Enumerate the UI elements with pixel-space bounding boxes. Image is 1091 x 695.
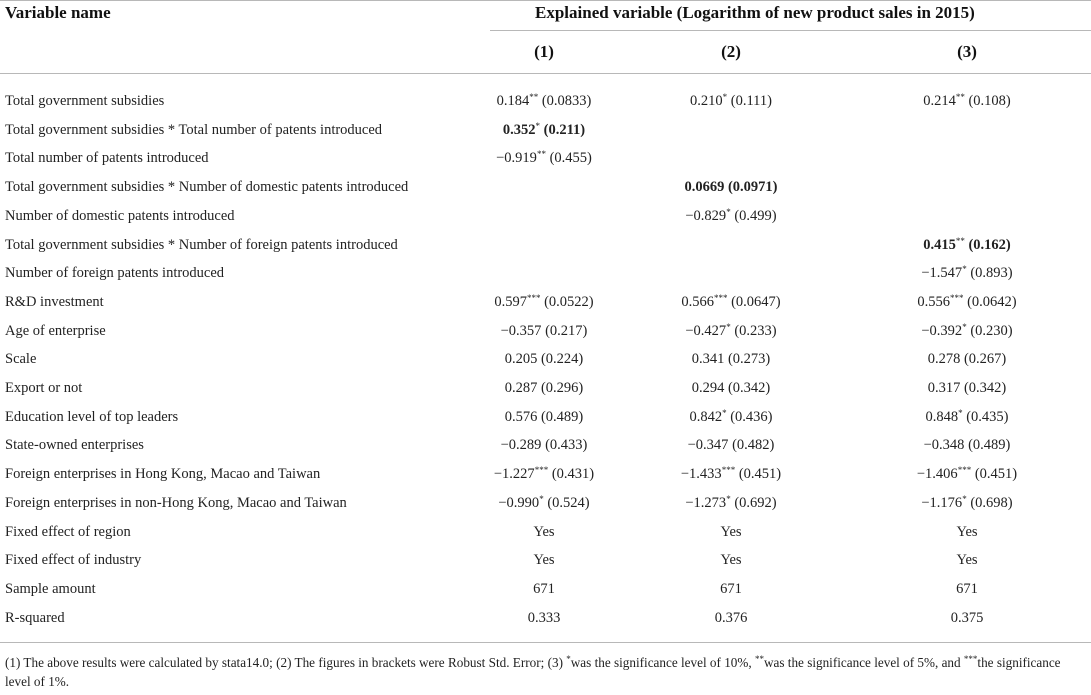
coef-cell-model-1: [494, 465, 594, 483]
row-variable-name: Foreign enterprises in non-Hong Kong, Macao and Taiwan: [5, 495, 347, 511]
coef-cell-model-3: [921, 264, 1012, 282]
significance-stars: *: [726, 322, 731, 332]
std-error: (0.482): [728, 437, 775, 453]
std-error: (0.431): [548, 466, 595, 482]
row-variable-name: Total number of patents introduced: [5, 150, 209, 166]
significance-stars: *: [726, 494, 731, 504]
coef-cell-model-1: [533, 551, 554, 569]
coef-value: −0.347: [687, 437, 729, 453]
coef-value: 0.317: [927, 380, 961, 396]
coef-value: 0.376: [714, 610, 748, 626]
std-error: (0.524): [543, 495, 590, 511]
row-variable-name: Education level of top leaders: [5, 409, 179, 425]
coef-value: −0.829: [685, 208, 727, 224]
significance-stars: *: [539, 494, 544, 504]
coef-cell-model-1: [505, 350, 584, 368]
coef-value: Yes: [956, 552, 978, 568]
bottom-rule: [0, 642, 1091, 643]
row-variable-name: Number of foreign patents introduced: [5, 265, 225, 281]
variable-name-header: Variable name: [5, 3, 111, 22]
coef-cell-model-1: [505, 379, 584, 397]
coef-value: 0.287: [504, 380, 538, 396]
significance-stars: *: [722, 92, 728, 102]
coef-value: 0.333: [527, 610, 561, 626]
row-variable-name: Age of enterprise: [5, 323, 106, 339]
coef-value: 0.294: [691, 380, 725, 396]
coef-value: −1.227: [493, 466, 535, 482]
significance-stars: **: [955, 236, 965, 246]
coef-cell-model-3: [925, 408, 1008, 426]
significance-stars: ***: [526, 293, 541, 303]
significance-stars: ***: [534, 465, 549, 475]
std-error: (0.0833): [538, 93, 592, 109]
std-error: (0.211): [540, 122, 586, 138]
coef-value: 0.375: [950, 610, 984, 626]
coef-cell-model-2: [689, 408, 772, 426]
coef-value: 0.566: [681, 294, 714, 310]
coef-cell-model-2: [681, 465, 781, 483]
coef-cell-model-3: [923, 236, 1011, 254]
coef-value: −1.273: [685, 495, 727, 511]
coef-value: 671: [956, 581, 978, 597]
std-error: (0.111): [727, 93, 772, 109]
row-variable-name: Number of domestic patents introduced: [5, 208, 235, 224]
coef-cell-model-1: [533, 580, 555, 598]
explained-variable-header: Explained variable (Logarithm of new product sales in 2015): [535, 3, 975, 22]
std-error: (0.230): [966, 323, 1013, 339]
std-error: (0.0647): [727, 294, 781, 310]
coef-value: −0.427: [685, 323, 727, 339]
significance-stars: *: [535, 121, 541, 131]
std-error: (0.692): [730, 495, 777, 511]
std-error: (0.451): [735, 466, 782, 482]
coef-cell-model-2: [681, 293, 780, 311]
coef-value: 671: [533, 581, 555, 597]
coef-cell-model-3: [923, 92, 1011, 110]
std-error: (0.108): [964, 93, 1011, 109]
std-error: (0.342): [724, 380, 771, 396]
coef-value: 0.278: [927, 351, 961, 367]
model-2-header: (2): [721, 42, 741, 61]
coef-value: 0.576: [504, 409, 538, 425]
coef-cell-model-1: [503, 121, 585, 139]
coef-value: Yes: [720, 524, 742, 540]
coef-cell-model-1: [498, 494, 589, 512]
coef-cell-model-1: [494, 293, 593, 311]
row-variable-name: Sample amount: [5, 581, 96, 597]
std-error: (0.893): [966, 265, 1013, 281]
coef-cell-model-3: [956, 580, 978, 598]
footnote-part-4: the significance level of 1%.: [5, 655, 1061, 689]
significance-stars: **: [529, 92, 539, 102]
footnote-part-2: was the significance level of 10%,: [570, 655, 755, 670]
std-error: (0.0971): [724, 179, 778, 195]
row-variable-name: Total government subsidies * Number of domestic patents introduced: [5, 179, 409, 195]
coef-cell-model-2: [685, 207, 776, 225]
coef-value: 0.842: [689, 409, 723, 425]
coef-cell-model-2: [692, 350, 771, 368]
significance-stars: *: [726, 207, 731, 217]
std-error: (0.0642): [963, 294, 1017, 310]
coef-value: −0.348: [923, 437, 965, 453]
row-variable-name: Fixed effect of region: [5, 524, 131, 540]
row-variable-name: Fixed effect of industry: [5, 552, 142, 568]
footnote-part-3: was the significance level of 5%, and: [763, 655, 964, 670]
std-error: (0.489): [537, 409, 584, 425]
std-error: (0.489): [964, 437, 1011, 453]
coef-cell-model-1: [497, 92, 592, 110]
row-variable-name: Total government subsidies * Total number of patents introduced: [5, 122, 383, 138]
row-variable-name: State-owned enterprises: [5, 437, 144, 453]
coef-value: 0.0669: [684, 179, 725, 195]
std-error: (0.698): [966, 495, 1013, 511]
coef-cell-model-2: [685, 494, 776, 512]
coef-value: −0.392: [921, 323, 963, 339]
coef-value: −0.289: [500, 437, 542, 453]
header-bottom-rule: [0, 73, 1091, 74]
std-error: (0.267): [960, 351, 1007, 367]
row-variable-name: Export or not: [5, 380, 83, 396]
coef-cell-model-3: [956, 551, 977, 569]
std-error: (0.224): [537, 351, 584, 367]
significance-stars: ***: [721, 465, 736, 475]
coef-cell-model-3: [956, 523, 977, 541]
significance-stars: ***: [957, 465, 972, 475]
std-error: (0.451): [971, 466, 1018, 482]
std-error: (0.342): [960, 380, 1007, 396]
coef-value: 0.597: [494, 294, 527, 310]
significance-stars: *: [962, 322, 967, 332]
std-error: (0.455): [545, 150, 592, 166]
coef-value: 0.556: [917, 294, 950, 310]
significance-stars: **: [955, 92, 965, 102]
coef-value: Yes: [533, 552, 555, 568]
coef-cell-model-1: [496, 149, 592, 167]
significance-stars: *: [722, 408, 727, 418]
model-3-header: (3): [957, 42, 977, 61]
std-error: (0.296): [537, 380, 584, 396]
top-rule: [0, 0, 1091, 1]
significance-stars: *: [962, 494, 967, 504]
std-error: (0.499): [730, 208, 777, 224]
coef-cell-model-3: [924, 436, 1011, 454]
row-variable-name: Total government subsidies: [5, 93, 165, 109]
row-variable-name: Total government subsidies * Number of foreign patents introduced: [5, 237, 398, 253]
std-error: (0.436): [726, 409, 773, 425]
coef-value: Yes: [720, 552, 742, 568]
model-1-header: (1): [534, 42, 554, 61]
coef-cell-model-2: [685, 322, 776, 340]
coef-cell-model-1: [505, 408, 584, 426]
coef-value: −0.357: [500, 323, 542, 339]
footnote-star-3: ***: [963, 654, 978, 664]
coef-cell-model-2: [684, 178, 777, 196]
coef-value: 0.210: [690, 93, 723, 109]
coef-cell-model-2: [715, 609, 748, 627]
std-error: (0.435): [962, 409, 1009, 425]
coef-cell-model-1: [501, 322, 588, 340]
std-error: (0.233): [730, 323, 777, 339]
coef-cell-model-1: [528, 609, 561, 627]
coef-value: −0.919: [496, 150, 537, 166]
std-error: (0.217): [541, 323, 588, 339]
coef-cell-model-2: [692, 379, 771, 397]
coef-value: −1.406: [916, 466, 958, 482]
std-error: (0.0522): [540, 294, 594, 310]
coef-cell-model-1: [501, 436, 588, 454]
coef-value: 0.415: [923, 237, 956, 253]
coef-value: 0.341: [691, 351, 725, 367]
coef-cell-model-3: [917, 293, 1016, 311]
coef-value: 0.352: [502, 122, 536, 138]
footnote-star-2: **: [754, 654, 764, 664]
coef-cell-model-2: [688, 436, 775, 454]
coef-cell-model-2: [720, 551, 741, 569]
footnote-star-1: *: [566, 654, 571, 664]
std-error: (0.162): [964, 237, 1011, 253]
coef-cell-model-3: [921, 322, 1012, 340]
coef-cell-model-2: [720, 580, 742, 598]
coef-value: 0.184: [496, 93, 530, 109]
row-variable-name: Scale: [5, 351, 37, 367]
coef-value: 0.214: [923, 93, 956, 109]
std-error: (0.273): [724, 351, 771, 367]
coef-value: 0.205: [504, 351, 538, 367]
coef-value: −1.433: [680, 466, 722, 482]
coef-value: −0.990: [498, 495, 540, 511]
coef-cell-model-2: [720, 523, 741, 541]
table-footnote: [5, 653, 1080, 691]
coef-cell-model-3: [921, 494, 1012, 512]
significance-stars: ***: [949, 293, 964, 303]
coef-cell-model-3: [928, 350, 1007, 368]
coef-cell-model-3: [917, 465, 1017, 483]
coef-value: Yes: [956, 524, 978, 540]
row-variable-name: R&D investment: [5, 294, 104, 310]
significance-stars: *: [958, 408, 963, 418]
row-variable-name: R-squared: [5, 610, 65, 626]
footnote-part-1: (1) The above results were calculated by stata14.0; (2) The figures in brackets were Robust Std. Error; (3): [5, 655, 567, 670]
coef-cell-model-3: [951, 609, 984, 627]
header-subrule: [490, 30, 1091, 31]
significance-stars: *: [962, 264, 967, 274]
coef-value: −1.176: [921, 495, 963, 511]
significance-stars: **: [536, 149, 546, 159]
std-error: (0.433): [541, 437, 588, 453]
coef-value: −1.547: [921, 265, 963, 281]
coef-value: Yes: [533, 524, 555, 540]
row-variable-name: Foreign enterprises in Hong Kong, Macao and Taiwan: [5, 466, 321, 482]
coef-cell-model-3: [928, 379, 1007, 397]
coef-cell-model-1: [533, 523, 554, 541]
coef-value: 0.848: [925, 409, 959, 425]
significance-stars: ***: [713, 293, 728, 303]
coef-cell-model-2: [690, 92, 772, 110]
coef-value: 671: [720, 581, 742, 597]
